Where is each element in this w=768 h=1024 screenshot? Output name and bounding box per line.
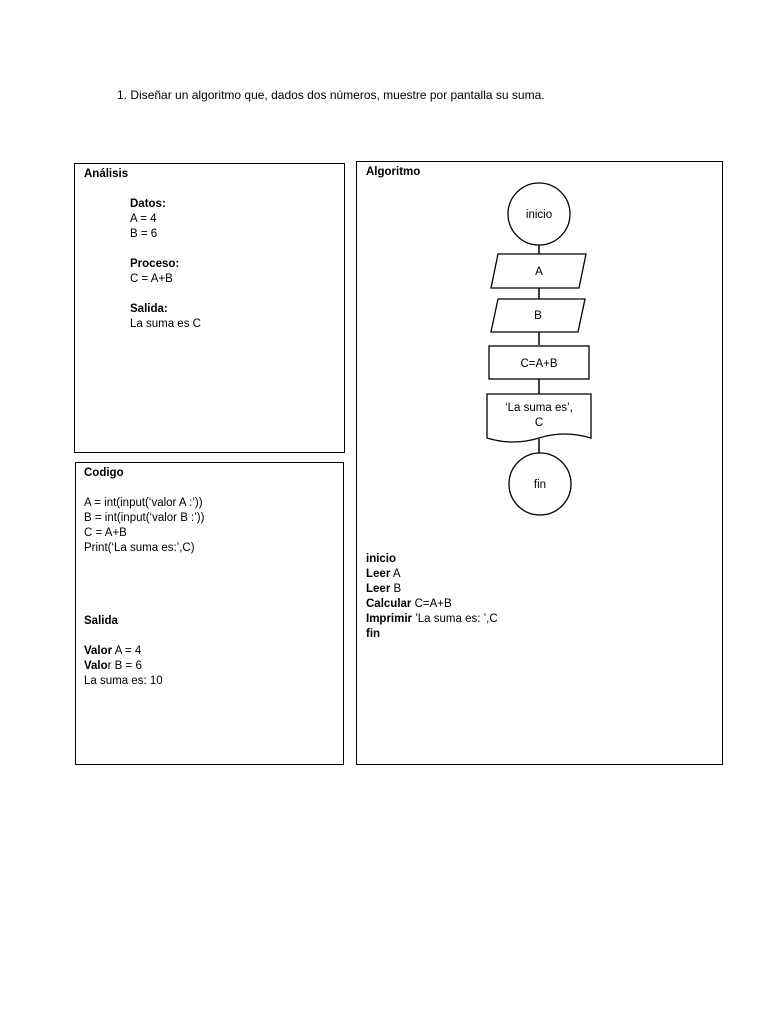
code-line: C = A+B (84, 527, 127, 539)
salida-line: La suma es C (130, 318, 201, 330)
input-a-label: A (535, 266, 543, 278)
pseudo-line: inicio (366, 553, 397, 565)
algorithm-box (356, 161, 723, 765)
datos-line: B = 6 (130, 228, 158, 240)
proceso-label: Proceso: (130, 258, 180, 270)
analysis-heading: Análisis (84, 168, 129, 180)
code-box (75, 462, 344, 765)
task-number: 1. (117, 88, 128, 102)
pseudocode (366, 552, 498, 642)
analysis-content (130, 197, 201, 332)
pseudo-line: Leer A (366, 568, 401, 580)
output-line: La suma es: 10 (84, 675, 163, 687)
output-lines (84, 644, 163, 689)
salida-label: Salida: (130, 303, 168, 315)
end-label: fin (533, 479, 547, 491)
code-lines (84, 496, 204, 556)
analysis-box (74, 163, 345, 453)
output-label-line2: C (534, 417, 544, 429)
process-label: C=A+B (520, 358, 558, 370)
code-line: Print(‘La suma es:’,C) (84, 542, 195, 554)
code-heading: Codigo (84, 467, 124, 479)
code-line: A = int(input(‘valor A :’)) (84, 497, 203, 509)
pseudo-line: Calcular C=A+B (366, 598, 452, 610)
output-label-line1: ‘La suma es’, (505, 402, 573, 414)
task-text: Diseñar un algoritmo que, dados dos números, muestre por pantalla su suma. (130, 88, 545, 102)
algorithm-heading: Algoritmo (366, 166, 421, 178)
datos-label: Datos: (130, 198, 166, 210)
output-line: Valor B = 6 (84, 660, 142, 672)
input-b-label: B (534, 310, 542, 322)
pseudo-line: fin (366, 628, 381, 640)
flowchart (357, 162, 722, 522)
start-label: inicio (525, 209, 553, 221)
datos-line: A = 4 (130, 213, 157, 225)
proceso-line: C = A+B (130, 273, 173, 285)
output-heading: Salida (84, 615, 118, 627)
output-line: Valor A = 4 (84, 645, 142, 657)
pseudo-line: Imprimir ’La suma es: ’,C (366, 613, 498, 625)
code-line: B = int(input(‘valor B :’)) (84, 512, 205, 524)
pseudo-line: Leer B (366, 583, 402, 595)
task-title (117, 88, 545, 102)
